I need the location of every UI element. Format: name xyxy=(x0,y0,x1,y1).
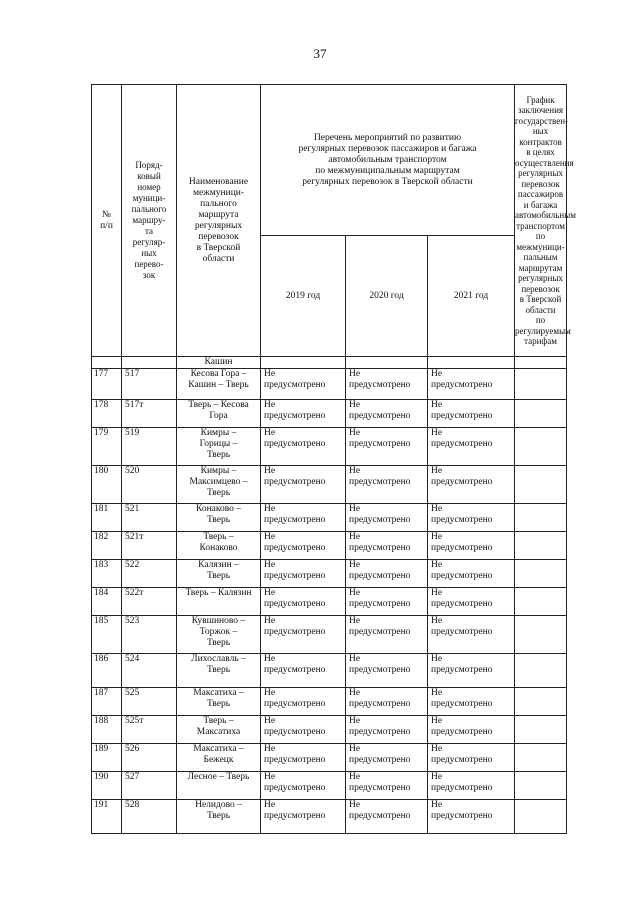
row-2019: Не предусмотрено xyxy=(261,800,346,834)
row-2020: Не предусмотрено xyxy=(346,688,428,716)
header-year-2021: 2021 год xyxy=(428,236,515,357)
header-route-number: Поряд- ковый номер муници- пального маршру- та регуляр- ных перево- зок xyxy=(122,85,177,357)
row-2021: Не предусмотрено xyxy=(428,560,515,588)
row-2020: Не предусмотрено xyxy=(346,560,428,588)
row-route-number: 527 xyxy=(122,772,177,800)
row-2020: Не предусмотрено xyxy=(346,800,428,834)
row-route-name: Лихославль – Тверь xyxy=(177,654,261,688)
row-2019: Не предусмотрено xyxy=(261,400,346,428)
row-route-number: 526 xyxy=(122,744,177,772)
row-2021: Не предусмотрено xyxy=(428,716,515,744)
row-2020: Не предусмотрено xyxy=(346,616,428,654)
row-2019: Не предусмотрено xyxy=(261,654,346,688)
row-2019: Не предусмотрено xyxy=(261,560,346,588)
row-2021: Не предусмотрено xyxy=(428,400,515,428)
row-2019: Не предусмотрено xyxy=(261,616,346,654)
row-route-name: Тверь – Калязин xyxy=(177,588,261,616)
continuation-num xyxy=(92,357,122,369)
row-route-number: 528 xyxy=(122,800,177,834)
row-schedule xyxy=(515,466,567,504)
routes-table xyxy=(91,84,576,834)
row-2021: Не предусмотрено xyxy=(428,369,515,400)
table-row xyxy=(92,800,567,834)
row-route-name: Кимры – Максимцево – Тверь xyxy=(177,466,261,504)
table-row xyxy=(92,428,567,466)
table-row xyxy=(92,654,567,688)
row-schedule xyxy=(515,772,567,800)
row-num: 179 xyxy=(92,428,122,466)
row-2021: Не предусмотрено xyxy=(428,800,515,834)
header-schedule: График заключения государствен- ных контрактов в целях осуществления регулярных перевозок пассажиров и багажа автомобильным транспортом по межмуници- пальным маршрутам регулярных перевозок в Тверской области по регулируемым тарифам xyxy=(515,85,567,357)
row-2020: Не предусмотрено xyxy=(346,772,428,800)
row-schedule xyxy=(515,560,567,588)
row-route-name: Кимры – Горицы – Тверь xyxy=(177,428,261,466)
row-route-name: Кесова Гора – Кашин – Тверь xyxy=(177,369,261,400)
row-route-number: 517т xyxy=(122,400,177,428)
row-2019: Не предусмотрено xyxy=(261,369,346,400)
row-2019: Не предусмотрено xyxy=(261,716,346,744)
row-num: 185 xyxy=(92,616,122,654)
table-row xyxy=(92,532,567,560)
table-row xyxy=(92,400,567,428)
row-route-number: 524 xyxy=(122,654,177,688)
row-num: 182 xyxy=(92,532,122,560)
row-2020: Не предусмотрено xyxy=(346,744,428,772)
row-2020: Не предусмотрено xyxy=(346,654,428,688)
row-schedule xyxy=(515,744,567,772)
page-number: 37 xyxy=(313,46,327,61)
table-row xyxy=(92,369,567,400)
row-num: 184 xyxy=(92,588,122,616)
row-route-number: 522т xyxy=(122,588,177,616)
table-row xyxy=(92,504,567,532)
row-route-number: 520 xyxy=(122,466,177,504)
row-num: 191 xyxy=(92,800,122,834)
row-2019: Не предусмотрено xyxy=(261,466,346,504)
table-row xyxy=(92,772,567,800)
continuation-row xyxy=(92,357,567,369)
row-schedule xyxy=(515,504,567,532)
row-route-name: Лесное – Тверь xyxy=(177,772,261,800)
row-num: 177 xyxy=(92,369,122,400)
table-row xyxy=(92,560,567,588)
row-num: 190 xyxy=(92,772,122,800)
header-events: Перечень мероприятий по развитию регулярных перевозок пассажиров и багажа автомобильным транспортом по межмуниципальным маршрутам регулярных перевозок в Тверской области xyxy=(261,85,515,236)
continuation-schedule xyxy=(515,357,567,369)
row-route-name: Тверь – Максатиха xyxy=(177,716,261,744)
row-route-number: 521 xyxy=(122,504,177,532)
row-route-number: 525 xyxy=(122,688,177,716)
continuation-y3 xyxy=(428,357,515,369)
table-row xyxy=(92,744,567,772)
row-2021: Не предусмотрено xyxy=(428,744,515,772)
row-route-name: Максатиха – Бежецк xyxy=(177,744,261,772)
row-2021: Не предусмотрено xyxy=(428,654,515,688)
table-row xyxy=(92,466,567,504)
row-2019: Не предусмотрено xyxy=(261,428,346,466)
row-num: 178 xyxy=(92,400,122,428)
row-route-number: 522 xyxy=(122,560,177,588)
row-schedule xyxy=(515,532,567,560)
table-row xyxy=(92,716,567,744)
row-2019: Не предусмотрено xyxy=(261,532,346,560)
row-2020: Не предусмотрено xyxy=(346,428,428,466)
row-num: 183 xyxy=(92,560,122,588)
row-num: 181 xyxy=(92,504,122,532)
header-num: № п/п xyxy=(92,85,122,357)
row-2020: Не предусмотрено xyxy=(346,716,428,744)
row-schedule xyxy=(515,428,567,466)
row-2021: Не предусмотрено xyxy=(428,588,515,616)
row-route-name: Конаково – Тверь xyxy=(177,504,261,532)
row-num: 189 xyxy=(92,744,122,772)
row-2021: Не предусмотрено xyxy=(428,532,515,560)
row-2021: Не предусмотрено xyxy=(428,504,515,532)
row-num: 188 xyxy=(92,716,122,744)
row-2020: Не предусмотрено xyxy=(346,588,428,616)
row-num: 187 xyxy=(92,688,122,716)
row-schedule xyxy=(515,588,567,616)
table-row xyxy=(92,616,567,654)
row-num: 180 xyxy=(92,466,122,504)
row-schedule xyxy=(515,688,567,716)
continuation-route xyxy=(122,357,177,369)
row-2020: Не предусмотрено xyxy=(346,466,428,504)
row-2020: Не предусмотрено xyxy=(346,400,428,428)
row-2021: Не предусмотрено xyxy=(428,772,515,800)
continuation-y2 xyxy=(346,357,428,369)
row-route-name: Максатиха – Тверь xyxy=(177,688,261,716)
row-route-number: 525т xyxy=(122,716,177,744)
header-year-2019: 2019 год xyxy=(261,236,346,357)
row-2019: Не предусмотрено xyxy=(261,588,346,616)
row-num: 186 xyxy=(92,654,122,688)
row-route-number: 523 xyxy=(122,616,177,654)
continuation-y1 xyxy=(261,357,346,369)
row-2019: Не предусмотрено xyxy=(261,744,346,772)
row-2020: Не предусмотрено xyxy=(346,504,428,532)
row-2021: Не предусмотрено xyxy=(428,428,515,466)
header-route-name: Наименование межмуници- пального маршрута регулярных перевозок в Тверской области xyxy=(177,85,261,357)
row-2019: Не предусмотрено xyxy=(261,504,346,532)
row-route-name: Калязин – Тверь xyxy=(177,560,261,588)
table-row xyxy=(92,588,567,616)
row-schedule xyxy=(515,369,567,400)
row-2020: Не предусмотрено xyxy=(346,369,428,400)
row-2020: Не предусмотрено xyxy=(346,532,428,560)
row-route-number: 521т xyxy=(122,532,177,560)
row-2021: Не предусмотрено xyxy=(428,688,515,716)
row-schedule xyxy=(515,616,567,654)
row-route-number: 517 xyxy=(122,369,177,400)
continuation-name: Кашин xyxy=(177,357,261,369)
row-2021: Не предусмотрено xyxy=(428,616,515,654)
row-2019: Не предусмотрено xyxy=(261,688,346,716)
row-2019: Не предусмотрено xyxy=(261,772,346,800)
header-row-top xyxy=(92,85,567,236)
row-schedule xyxy=(515,400,567,428)
row-route-name: Тверь – Конаково xyxy=(177,532,261,560)
row-schedule xyxy=(515,800,567,834)
row-2021: Не предусмотрено xyxy=(428,466,515,504)
row-schedule xyxy=(515,716,567,744)
row-route-name: Тверь – Кесова Гора xyxy=(177,400,261,428)
header-year-2020: 2020 год xyxy=(346,236,428,357)
row-route-name: Кувшиново – Торжок – Тверь xyxy=(177,616,261,654)
table-row xyxy=(92,688,567,716)
row-route-name: Нелидово – Тверь xyxy=(177,800,261,834)
row-schedule xyxy=(515,654,567,688)
row-route-number: 519 xyxy=(122,428,177,466)
